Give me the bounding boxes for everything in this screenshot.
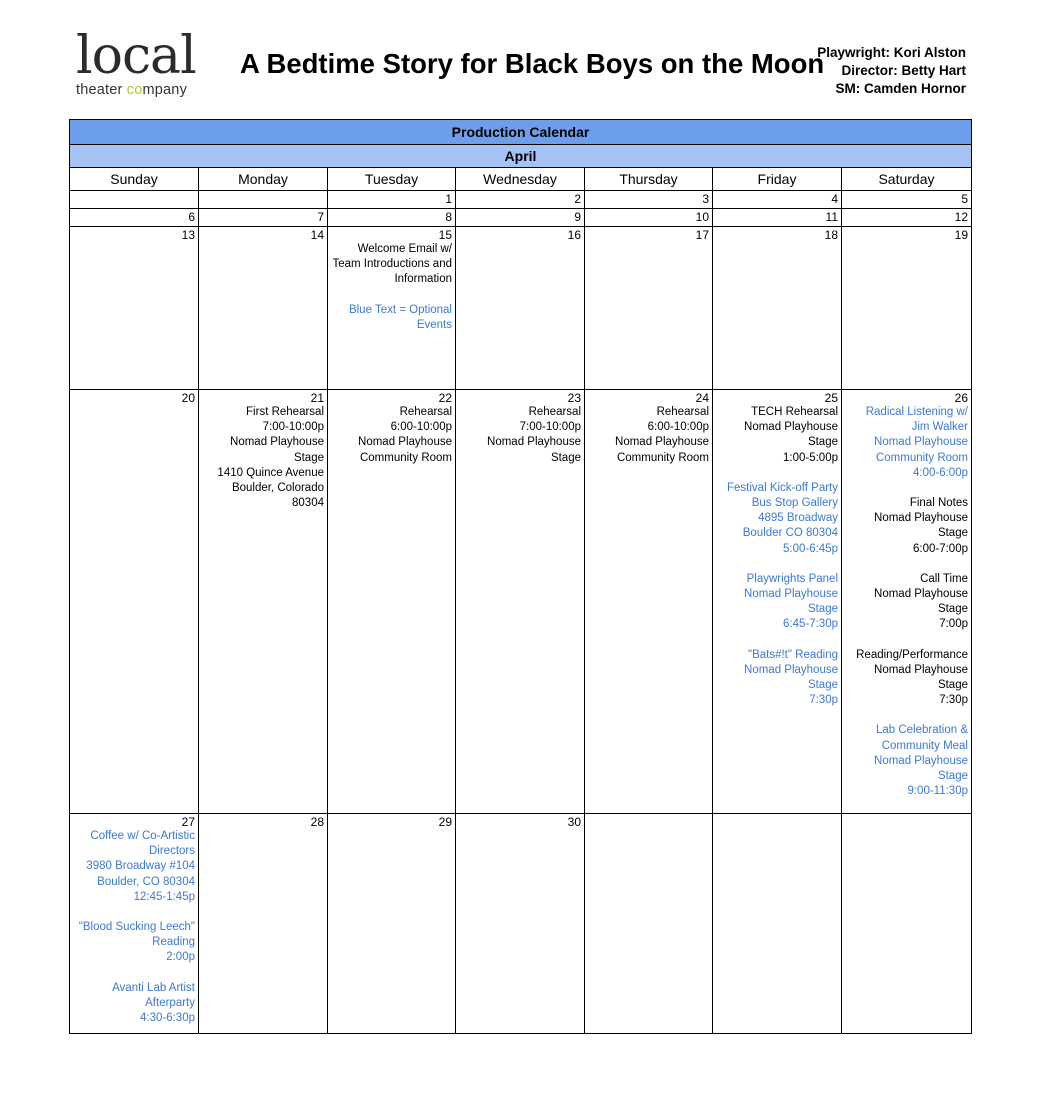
page-title: A Bedtime Story for Black Boys on the Moon (240, 48, 825, 79)
day-cell (585, 227, 713, 390)
event-line: Lab Celebration & (875, 724, 968, 737)
event-line: Nomad Playhouse (744, 421, 838, 434)
calendar-header: Production Calendar (70, 120, 972, 145)
day-cell (456, 209, 585, 227)
day-number: 7 (317, 210, 324, 224)
event-line: First Rehearsal (246, 406, 324, 418)
event-line: Stage (807, 603, 838, 616)
event-line: 7:30p (809, 694, 838, 707)
day-number: 19 (954, 228, 968, 242)
day-cell (585, 390, 713, 814)
day-number: 9 (574, 210, 581, 224)
day-number: 21 (310, 391, 324, 405)
event-line: "Blood Sucking Leech" (78, 921, 195, 934)
event-line: Nomad Playhouse (874, 754, 968, 767)
logo-subtitle (76, 82, 206, 98)
day-cell (70, 191, 199, 209)
event-line: 4895 Broadway (758, 512, 838, 525)
event-line: Stage (550, 451, 581, 464)
event-line: Stage (937, 527, 968, 540)
day-cell (585, 209, 713, 227)
event (330, 242, 452, 288)
event-line: Nomad Playhouse (230, 436, 324, 449)
day-number: 13 (181, 228, 195, 242)
weekday-header-row (70, 168, 972, 191)
event-line: 7:00-10:00p (262, 421, 324, 434)
day-cell (713, 814, 842, 1034)
day-number: 25 (824, 391, 838, 405)
weekday-wednesday: Wednesday (456, 168, 585, 191)
day-cell (585, 191, 713, 209)
day-cell (842, 209, 972, 227)
day-cell (456, 227, 585, 390)
week-row (70, 227, 972, 390)
logo-sub-post: mpany (142, 82, 188, 98)
event-line: Nomad Playhouse (744, 588, 838, 601)
day-number: 26 (954, 391, 968, 405)
event-line: 2:00p (166, 951, 195, 964)
optional-event (72, 920, 195, 966)
event-line: TECH Rehearsal (751, 406, 838, 418)
optional-event (844, 405, 968, 481)
day-cell (199, 191, 328, 209)
event-line: Nomad Playhouse (874, 512, 968, 525)
event (201, 405, 324, 511)
day-cell (713, 227, 842, 390)
day-cell (328, 227, 456, 390)
event-line: 9:00-11:30p (907, 785, 968, 798)
day-number: 15 (438, 228, 452, 242)
day-number: 1 (445, 192, 452, 206)
week-row (70, 390, 972, 814)
day-cell (199, 209, 328, 227)
event (844, 648, 968, 709)
event (587, 405, 709, 466)
event-line: Rehearsal (528, 406, 581, 418)
week-row (70, 814, 972, 1034)
company-logo (76, 26, 206, 98)
event-line: Nomad Playhouse (874, 588, 968, 601)
event-line: "Bats#!t" Reading (748, 648, 838, 661)
event-line: 7:30p (939, 694, 968, 707)
day-number: 17 (695, 228, 709, 242)
event-line: Stage (807, 436, 838, 449)
day-cell (842, 814, 972, 1034)
event-line: Radical Listening w/ (865, 406, 968, 418)
day-cell (456, 814, 585, 1034)
day-cell (713, 390, 842, 814)
event-line: 1:00-5:00p (783, 451, 838, 464)
day-cell (456, 191, 585, 209)
day-number: 20 (181, 391, 195, 405)
day-number: 11 (825, 210, 838, 224)
event-line: Welcome Email w/ (357, 243, 452, 255)
event-line: 4:00-6:00p (913, 466, 968, 479)
credit-stage-manager: SM: Camden Hornor (835, 81, 966, 96)
event-line: Call Time (920, 572, 968, 585)
event-line: 7:00-10:00p (519, 421, 581, 434)
event-line: 1410 Quince Avenue (217, 466, 324, 479)
event-line: Coffee w/ Co-Artistic (90, 830, 195, 842)
day-number: 27 (181, 815, 195, 829)
event-line: Events (416, 318, 452, 331)
day-cell (70, 814, 199, 1034)
event (844, 572, 968, 633)
day-number: 30 (567, 815, 581, 829)
weekday-friday: Friday (713, 168, 842, 191)
event-line: 5:00-6:45p (783, 542, 838, 555)
day-number: 23 (567, 391, 581, 405)
event-line: Reading/Performance (856, 648, 968, 661)
event-line: Boulder, Colorado (231, 482, 324, 495)
event-line: Jim Walker (911, 421, 968, 434)
day-cell (842, 390, 972, 814)
event-line: Rehearsal (656, 406, 709, 418)
day-number: 4 (831, 192, 838, 206)
event-line: 6:00-10:00p (647, 421, 709, 434)
event-line: Nomad Playhouse (874, 663, 968, 676)
optional-event (715, 481, 838, 557)
event-line: Bus Stop Gallery (751, 497, 838, 510)
weekday-tuesday: Tuesday (328, 168, 456, 191)
optional-event (72, 829, 195, 905)
day-cell (585, 814, 713, 1034)
event-line: Community Room (875, 451, 968, 464)
event-line: Playwrights Panel (746, 572, 838, 585)
day-number: 18 (824, 228, 838, 242)
optional-event (844, 723, 968, 799)
day-cell (199, 814, 328, 1034)
event-line: Boulder CO 80304 (742, 527, 838, 540)
event-line: Nomad Playhouse (358, 436, 452, 449)
event-line: Directors (148, 845, 195, 858)
event-line: Stage (293, 451, 324, 464)
day-number: 28 (310, 815, 324, 829)
optional-event (715, 648, 838, 709)
event-line: Community Meal (881, 739, 968, 752)
event (458, 405, 581, 466)
event-line: Boulder, CO 80304 (97, 875, 195, 888)
day-number: 10 (695, 210, 709, 224)
weekday-saturday: Saturday (842, 168, 972, 191)
day-cell (842, 191, 972, 209)
credit-director: Director: Betty Hart (841, 63, 966, 78)
event-line: Blue Text = Optional (348, 303, 452, 316)
day-number: 24 (695, 391, 709, 405)
production-calendar (69, 119, 972, 1034)
event-line: Rehearsal (399, 406, 452, 418)
logo-wordmark: local (76, 26, 196, 86)
event-line: 3980 Broadway #104 (86, 860, 195, 873)
optional-event (715, 572, 838, 633)
day-cell (70, 390, 199, 814)
logo-sub-accent: co (126, 82, 143, 98)
event-line: Information (394, 273, 452, 286)
event-line: Nomad Playhouse (744, 663, 838, 676)
event-line: Stage (937, 770, 968, 783)
event (330, 405, 452, 466)
event-line: 4:30-6:30p (140, 1012, 195, 1025)
event (715, 405, 838, 466)
day-cell (328, 209, 456, 227)
day-number: 2 (574, 192, 581, 206)
event-line: 80304 (292, 497, 324, 510)
event-line: Nomad Playhouse (487, 436, 581, 449)
day-cell (713, 191, 842, 209)
event-line: 7:00p (939, 618, 968, 631)
day-number: 22 (438, 391, 452, 405)
day-cell (70, 227, 199, 390)
event-line: Nomad Playhouse (874, 436, 968, 449)
day-cell (199, 227, 328, 390)
logo-sub-pre: theater (76, 82, 127, 98)
weekday-sunday: Sunday (70, 168, 199, 191)
event-line: Community Room (359, 451, 452, 464)
weekday-thursday: Thursday (585, 168, 713, 191)
day-cell (70, 209, 199, 227)
calendar-body (70, 191, 972, 1034)
event (844, 496, 968, 557)
day-cell (328, 814, 456, 1034)
event-line: Nomad Playhouse (615, 436, 709, 449)
day-cell (713, 209, 842, 227)
day-number: 16 (567, 228, 581, 242)
event-line: 6:00-7:00p (913, 542, 968, 555)
event-line: Community Room (616, 451, 709, 464)
credit-playwright: Playwright: Kori Alston (817, 45, 966, 60)
day-number: 8 (445, 210, 452, 224)
event-line: Stage (807, 679, 838, 692)
weekday-monday: Monday (199, 168, 328, 191)
event-line: Stage (937, 679, 968, 692)
event-line: Final Notes (909, 497, 968, 510)
optional-event (72, 981, 195, 1027)
day-cell (842, 227, 972, 390)
day-number: 6 (188, 210, 195, 224)
event-line: Stage (937, 603, 968, 616)
week-row (70, 191, 972, 209)
event-line: 6:45-7:30p (783, 618, 838, 631)
day-cell (328, 191, 456, 209)
credits (817, 44, 966, 98)
event-line: Avanti Lab Artist (112, 981, 195, 994)
event-line: Afterparty (145, 996, 195, 1009)
week-row (70, 209, 972, 227)
event-line: Team Introductions and (332, 258, 452, 271)
day-number: 5 (961, 192, 968, 206)
event-line: 12:45-1:45p (133, 890, 195, 903)
day-number: 12 (954, 210, 968, 224)
day-number: 29 (438, 815, 452, 829)
day-cell (328, 390, 456, 814)
event-line: Festival Kick-off Party (727, 481, 838, 494)
day-number: 14 (310, 228, 324, 242)
event-line: 6:00-10:00p (390, 421, 452, 434)
day-number: 3 (702, 192, 709, 206)
day-cell (199, 390, 328, 814)
calendar-month: April (70, 145, 972, 168)
optional-event (330, 303, 452, 333)
day-cell (456, 390, 585, 814)
event-line: Reading (152, 936, 195, 949)
